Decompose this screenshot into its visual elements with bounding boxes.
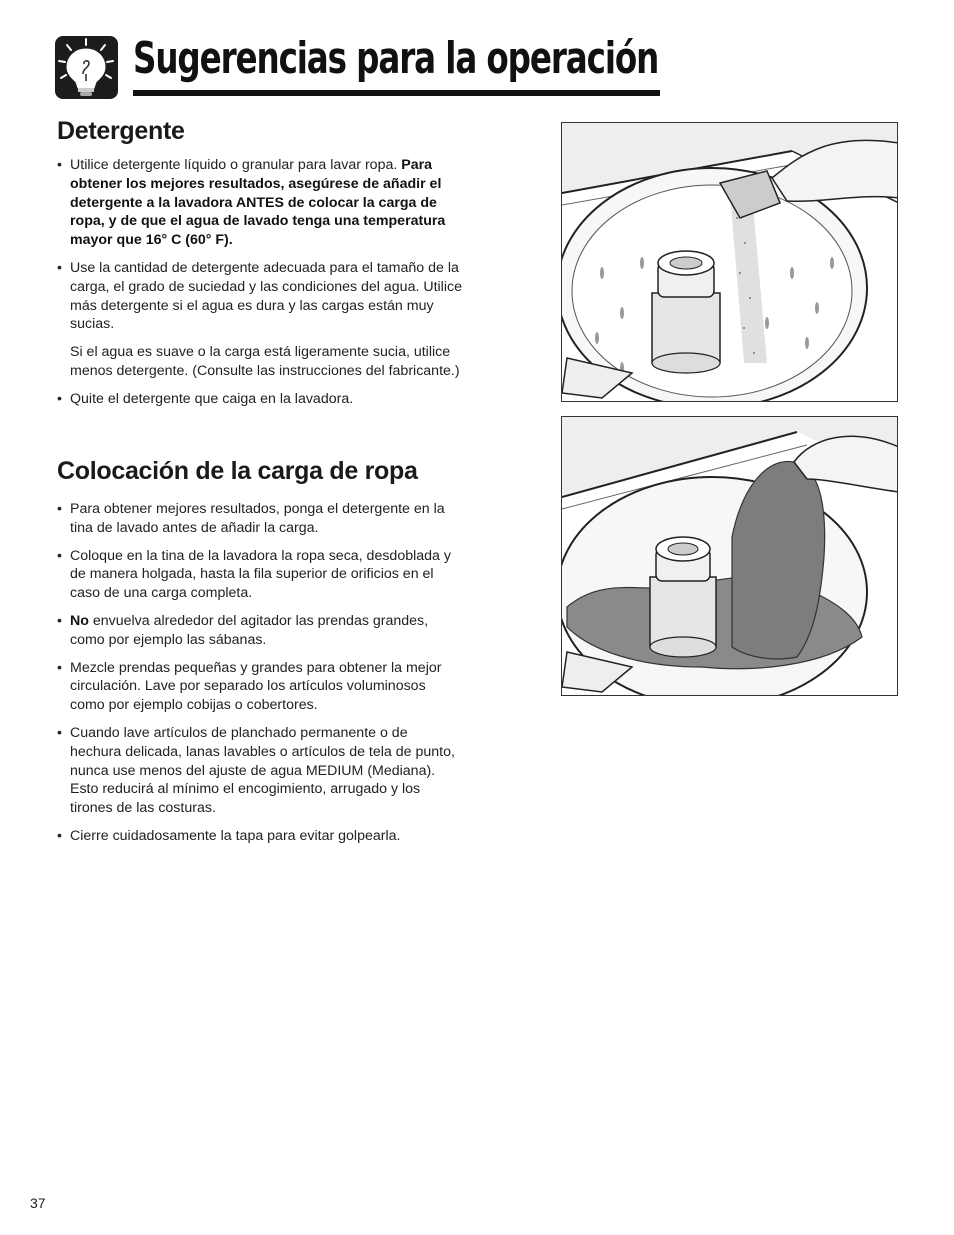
- detergent-bullet-1-bold: Para obtener los mejores resultados, asegúrese de añadir el detergente a la lavadora ANTES de colocar la carga de ropa, y de que el agua de lavado tenga una temperatura mayor que 16° C (60° F).: [70, 157, 446, 249]
- loading-bullet-4: Mezcle prendas pequeñas y grandes para obtener la mejor circulación. Lave por separado los artículos voluminosos como por ejemplo cobijas o cobertores.: [70, 659, 442, 714]
- loading-bullet-1: Para obtener mejores resultados, ponga el detergente en la tina de lavado antes de añadir la carga.: [70, 501, 445, 536]
- lightbulb-icon: [55, 36, 118, 99]
- detergent-pour-illustration: [561, 122, 898, 402]
- detergent-bullet-1-text: Utilice detergente líquido o granular para lavar ropa.: [70, 157, 398, 173]
- list-item: • Quite el detergente que caiga en la lavadora.: [57, 390, 354, 407]
- detergent-list-end: [57, 390, 462, 409]
- detergent-heading: Detergente: [57, 117, 185, 145]
- title-underline: [133, 90, 660, 96]
- loading-section: [57, 456, 462, 855]
- load-clothes-illustration: [561, 416, 898, 696]
- detergent-bullet-2: Use la cantidad de detergente adecuada para el tamaño de la carga, el grado de suciedad y las condiciones del agua. Utilice más detergente si el agua es dura y las cargas están muy sucias.: [70, 259, 462, 333]
- list-item: • Cierre cuidadosamente la tapa para evitar golpearla.: [57, 827, 401, 844]
- list-item: • Cuando lave artículos de planchado permanente o de hechura delicada, lanas lavables o artículos de tela de punto, nunca use menos del ajuste de agua MEDIUM (Mediana). Esto reducirá al mínimo el encogimiento, arrugado y los tirones de las costuras.: [57, 724, 455, 817]
- detergent-bullet-3: Quite el detergente que caiga en la lavadora.: [70, 390, 354, 407]
- loading-bullet-3-bold: No: [70, 612, 89, 629]
- page-title: Sugerencias para la operación: [133, 33, 659, 84]
- page-number: 37: [30, 1195, 46, 1211]
- detergent-bullet-2-continuation: Si el agua es suave o la carga está ligeramente sucia, utilice menos detergente. (Consulte las instrucciones del fabricante.): [70, 344, 460, 379]
- list-item: • Use la cantidad de detergente adecuada para el tamaño de la carga, el grado de suciedad y las condiciones del agua. Utilice más detergente si el agua es dura y las cargas están muy sucias.: [57, 259, 462, 333]
- loading-heading: Colocación de la carga de ropa: [57, 457, 418, 485]
- loading-bullet-3-rest: envuelva alrededor del agitador las prendas grandes, como por ejemplo las sábanas.: [70, 612, 429, 648]
- list-item: • Utilice detergente líquido o granular para lavar ropa. Para obtener los mejores resultados, asegúrese de añadir el detergente a la lavadora ANTES de colocar la carga de ropa, y de que el agua de lavado tenga una temperatura mayor que 16° C (60° F).: [57, 157, 446, 249]
- loading-bullet-2: Coloque en la tina de la lavadora la ropa seca, desdoblada y de manera holgada, hasta la fila superior de orificios en el caso de una carga completa.: [70, 547, 451, 602]
- list-item: • Mezcle prendas pequeñas y grandes para obtener la mejor circulación. Lave por separado los artículos voluminosos como por ejemplo cobijas o cobertores.: [57, 659, 442, 714]
- list-item: • Para obtener mejores resultados, ponga el detergente en la tina de lavado antes de añadir la carga.: [57, 501, 445, 536]
- detergent-list: [57, 156, 462, 334]
- list-item: • Coloque en la tina de la lavadora la ropa seca, desdoblada y de manera holgada, hasta la fila superior de orificios en el caso de una carga completa.: [57, 547, 451, 602]
- loading-bullet-5: Cuando lave artículos de planchado permanente o de hechura delicada, lanas lavables o artículos de tela de punto, nunca use menos del ajuste de agua MEDIUM (Mediana). Esto reducirá al mínimo el encogimiento, arrugado y los tirones de las costuras.: [70, 724, 455, 817]
- loading-bullet-6: Cierre cuidadosamente la tapa para evitar golpearla.: [70, 827, 401, 844]
- detergent-section: [57, 116, 462, 418]
- list-item: • No envuelva alrededor del agitador las prendas grandes, como por ejemplo las sábanas.: [57, 612, 429, 648]
- loading-list: [57, 500, 462, 846]
